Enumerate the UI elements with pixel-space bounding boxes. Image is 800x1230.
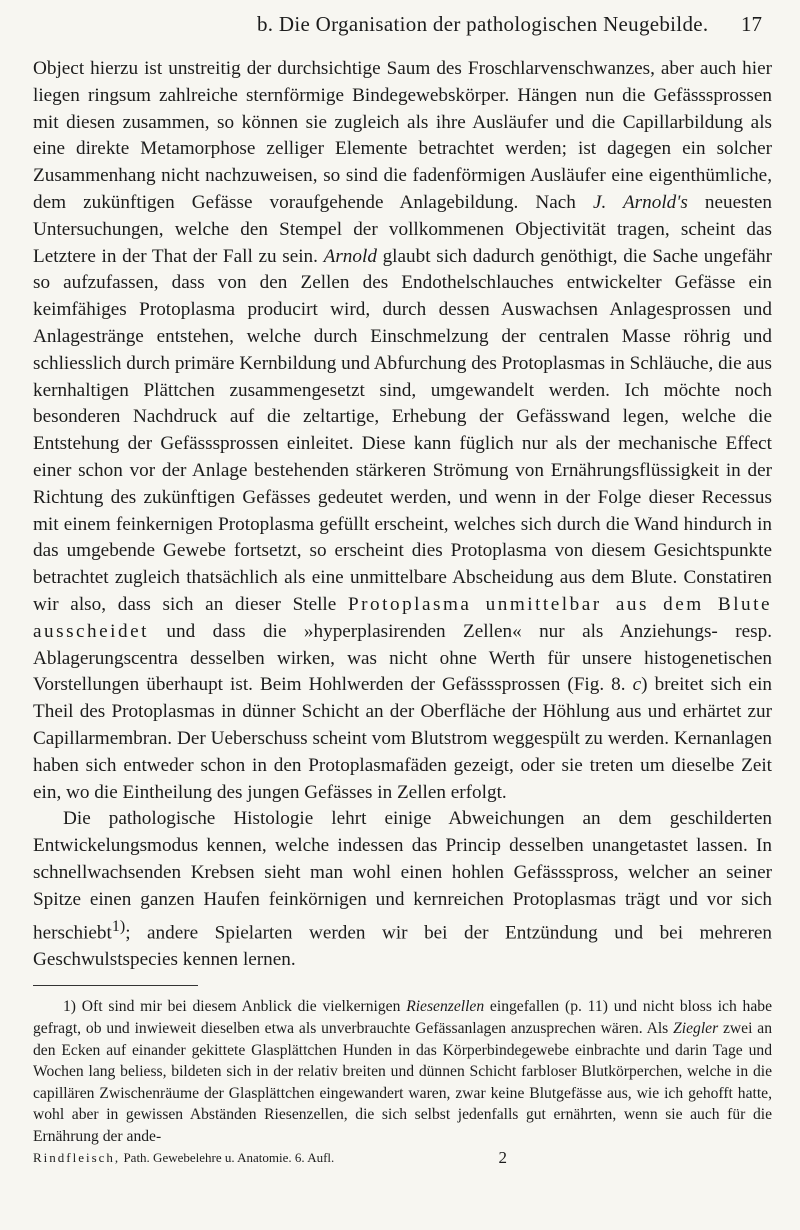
main-text [33,56,772,973]
text-run-italic: c [632,674,642,696]
text-run-italic: Ziegler [673,1020,719,1038]
text-run: 1) Oft sind mir bei diesem Anblick die vielkernigen [63,998,407,1016]
text-run: ; andere Spielarten werden wir bei der Entzündung und bei mehreren Geschwulstspecies kennen lernen. [33,921,772,970]
imprint-author: Rindfleisch, [33,1149,121,1165]
paragraph [33,56,772,806]
signature-mark: 2 [498,1147,507,1167]
running-head-title: b. Die Organisation der pathologischen Neugebilde. [257,12,709,36]
running-head [33,12,772,42]
text-run: eingefallen (p. 11) und nicht bloss ich habe gefragt, ob und inwieweit dieselben etwa als unverbrauchte Gefässanlagen anzusprechen wären. Als [33,998,772,1038]
text-run-italic: Arnold [323,245,377,267]
imprint-book: Path. Gewebelehre u. Anatomie. 6. Aufl. [123,1149,335,1165]
text-run: ) breitet sich ein Theil des Protoplasmas in dünner Schicht an der Oberfläche der Höhlung aus und erhärtet zur Capillarmembran. Der Ueberschuss scheint vom Blutstrom weggespült zu werden. Kernanlagen haben sich entweder schon in den Protoplasmafäden gezeigt, oder sie treten um dieselbe Zeit ein, wo die Eintheilung des jungen Gefässes in Zellen erfolgt. [33,674,773,803]
text-run: neuesten Untersuchungen, welche den Stempel der vollkommenen Objectivität tragen, scheint das Letztere in der That der Fall zu sein. [33,191,772,267]
text-run: und dass die »hyperplasirenden Zellen« nur als Anziehungs- resp. Ablagerungscentra desselben wirken, was nicht ohne Werth für unsere histogenetischen Vorstellungen überhaupt ist. Beim Hohlwerden der Gefässsprossen (Fig. 8. [33,620,772,696]
footnote [33,996,772,1147]
text-run-italic: Riesenzellen [406,998,485,1016]
page-number: 17 [741,12,762,36]
text-run-italic: J. Arnold's [592,191,688,213]
footnote-marker: 1) [111,917,126,935]
imprint-line [33,1147,772,1168]
text-run: Die pathologische Histologie lehrt einige Abweichungen an dem geschilderten Entwickelungsmodus kennen, welche indessen das Princip desselben unangetastet lassen. In schnellwachsenden Krebsen sieht man wohl einen hohlen Gefässspross, welcher an seiner Spitze einen ganzen Haufen feinkörnigen und kernreichen Protoplasmas trägt und vor sich herschiebt [33,808,772,943]
text-run: glaubt sich dadurch genöthigt, die Sache ungefähr so aufzufassen, dass von den Zellen des Endothelschlauches entwickelter Gefässe ein keimfähiges Protoplasma producirt wird, durch dessen Auswachsen Anlagesprossen und Anlagestränge entstehen, welche durch Einschmelzung der centralen Masse röhrig und schliesslich durch primäre Kernbildung und Abfurchung des Protoplasmas in Schläuche, die aus kernhaltigen Plättchen zusammengesetzt sind, umgewandelt werden. Ich möchte noch besonderen Nachdruck auf die zeltartige, Erhebung der Gefässwand legen, welche die Entstehung der Gefässsprossen einleitet. Diese kann füglich nur als der mechanische Effect einer schon vor der Anlage bestehenden stärkeren Strömung von Ernährungsflüssigkeit in der Richtung des zukünftigen Gefässes gedeutet werden, und wenn in der Folge dieser Recessus mit einem feinkernigen Protoplasma gefüllt erscheint, welches sich durch die Wand hindurch in das umgebende Gewebe fortsetzt, so erscheint dies Protoplasma von diesem Gesichtspunkte betrachtet zugleich thatsächlich als eine unmittelbare Abscheidung aus dem Blute. Constatiren wir also, dass sich an dieser Stelle [33,245,772,615]
paragraph [33,806,772,973]
text-run-spaced: Protoplasma unmittelbar aus dem Blute ausscheidet [33,593,772,642]
text-run: Object hierzu ist unstreitig der durchsichtige Saum des Froschlarvenschwanzes, aber auch hier liegen ringsum zahlreiche sternförmige Bindegewebskörper. Hängen nun die Gefässsprossen mit diesen zusammen, so können sie zugleich als ihre Ausläufer und die Capillarbildung als eine direkte Metamorphose zelliger Elemente betrachtet werden; ist dagegen ein solcher Zusammenhang nicht nachzuweisen, so sind die fadenförmigen Ausläufer eine eigenthümliche, dem zukünftigen Gefässe voraufgehende Anlagebildung. Nach [33,58,772,213]
text-run: zwei an den Ecken auf einander gekittete Glasplättchen Hunden in das Körperbindegewebe einbrachte und darin Tage und Wochen lang beliess, bildeten sich in der relativ breiten und dünnen Schicht farbloser Blutkörperchen, welche in die capillären Zwischenräume der Glasplättchen eingewandert waren, zwar keine Blutgefässe aus, wie ich gehofft hatte, wohl aber in gewissen Abständen Riesenzellen, die sich selbst jedenfalls gut ernährten, wenn sie auch für die Ernährung der ande- [33,1020,772,1146]
footnote-rule [33,985,198,986]
